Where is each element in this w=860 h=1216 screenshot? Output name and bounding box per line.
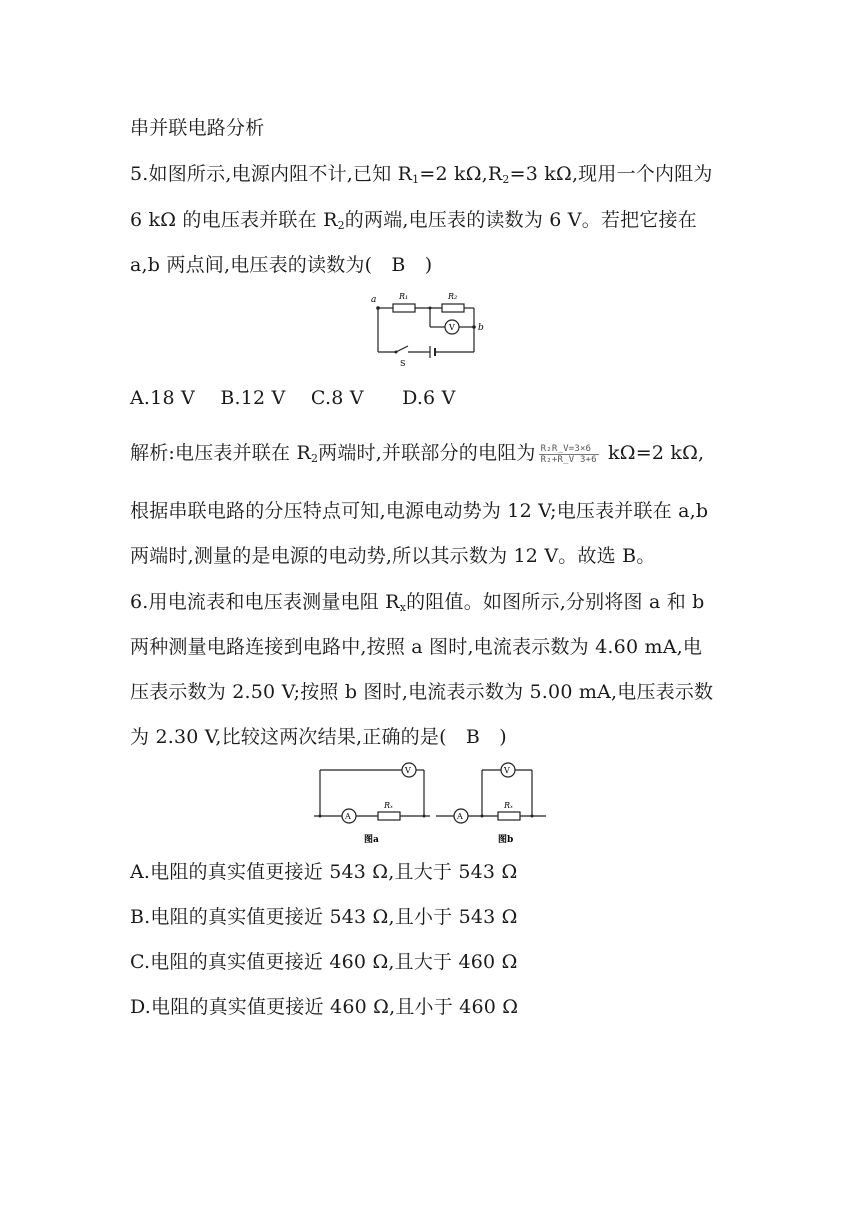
q6-line-4: 为 2.30 V,比较这两次结果,正确的是( B ) bbox=[130, 726, 507, 748]
circuit-a bbox=[314, 763, 430, 823]
circuit-b bbox=[436, 763, 546, 823]
ammeter-a-label: A bbox=[345, 812, 351, 821]
q5-analysis-line-2: 根据串联电路的分压特点可知,电源电动势为 12 V;电压表并联在 a,b bbox=[130, 500, 709, 522]
caption-b: 图b bbox=[498, 835, 514, 845]
q6-option-b: B.电阻的真实值更接近 543 Ω,且小于 543 Ω bbox=[130, 906, 518, 928]
q6-option-a: A.电阻的真实值更接近 543 Ω,且大于 543 Ω bbox=[130, 861, 518, 883]
caption-a: 图a bbox=[364, 835, 379, 845]
q5-line-2: 6 kΩ 的电压表并联在 $R_2$的两端,电压表的读数为 6 V。若把它接在 bbox=[130, 209, 697, 232]
point-b-label: b bbox=[478, 323, 484, 333]
r2-label: R₂ bbox=[448, 292, 458, 301]
r1-label: R₁ bbox=[399, 292, 409, 301]
resistance-fraction: $\frac{\text{R₂R\_V=3×6}}{\text{R₂+R\_V 3+6}}$ bbox=[540, 443, 597, 465]
q5-analysis-line-1: 解析:电压表并联在 $R_2$两端时,并联部分的电阻为 $\frac{\text{R₂R\_V=3×6}}{\text{R₂+R\_V 3+6}}$ kΩ=2 kΩ, bbox=[130, 442, 705, 465]
voltmeter-b-label: V bbox=[504, 766, 510, 775]
q6-line-2: 两种测量电路连接到电路中,按照 a 图时,电流表示数为 4.60 mA,电 bbox=[130, 636, 703, 658]
section-title: 串并联电路分析 bbox=[130, 117, 265, 139]
q6-line-3: 压表示数为 2.50 V;按照 b 图时,电流表示数为 5.00 mA,电压表示数 bbox=[130, 681, 714, 703]
ammeter-b-label: A bbox=[457, 812, 463, 821]
q5-line-3: a,b 两点间,电压表的读数为( B ) bbox=[130, 254, 433, 276]
switch-label: S bbox=[400, 359, 406, 368]
q5-circuit-diagram bbox=[368, 288, 498, 370]
rx-a-label: Rₓ bbox=[384, 801, 393, 810]
q5-line-1: 5.如图所示,电源内阻不计,已知 $R_1=2$ $k\Omega,R_2=3$ kΩ,现用一个内阻为 bbox=[130, 163, 713, 186]
q5-options: A.18 V B.12 V C.8 V D.6 V bbox=[130, 387, 456, 409]
q6-option-d: D.电阻的真实值更接近 460 Ω,且小于 460 Ω bbox=[130, 996, 519, 1018]
point-a-label: a bbox=[371, 295, 377, 305]
voltmeter-a-label: V bbox=[405, 766, 411, 775]
voltmeter-label: V bbox=[449, 323, 455, 332]
rx-b-label: Rₓ bbox=[504, 801, 513, 810]
q6-line-1: 6.用电流表和电压表测量电阻 $R_x$的阻值。如图所示,分别将图 a 和 b bbox=[130, 591, 705, 614]
q6-option-c: C.电阻的真实值更接近 460 Ω,且大于 460 Ω bbox=[130, 951, 518, 973]
q5-analysis-line-3: 两端时,测量的是电源的电动势,所以其示数为 12 V。故选 B。 bbox=[130, 545, 656, 567]
q6-circuit-diagrams bbox=[312, 758, 552, 850]
